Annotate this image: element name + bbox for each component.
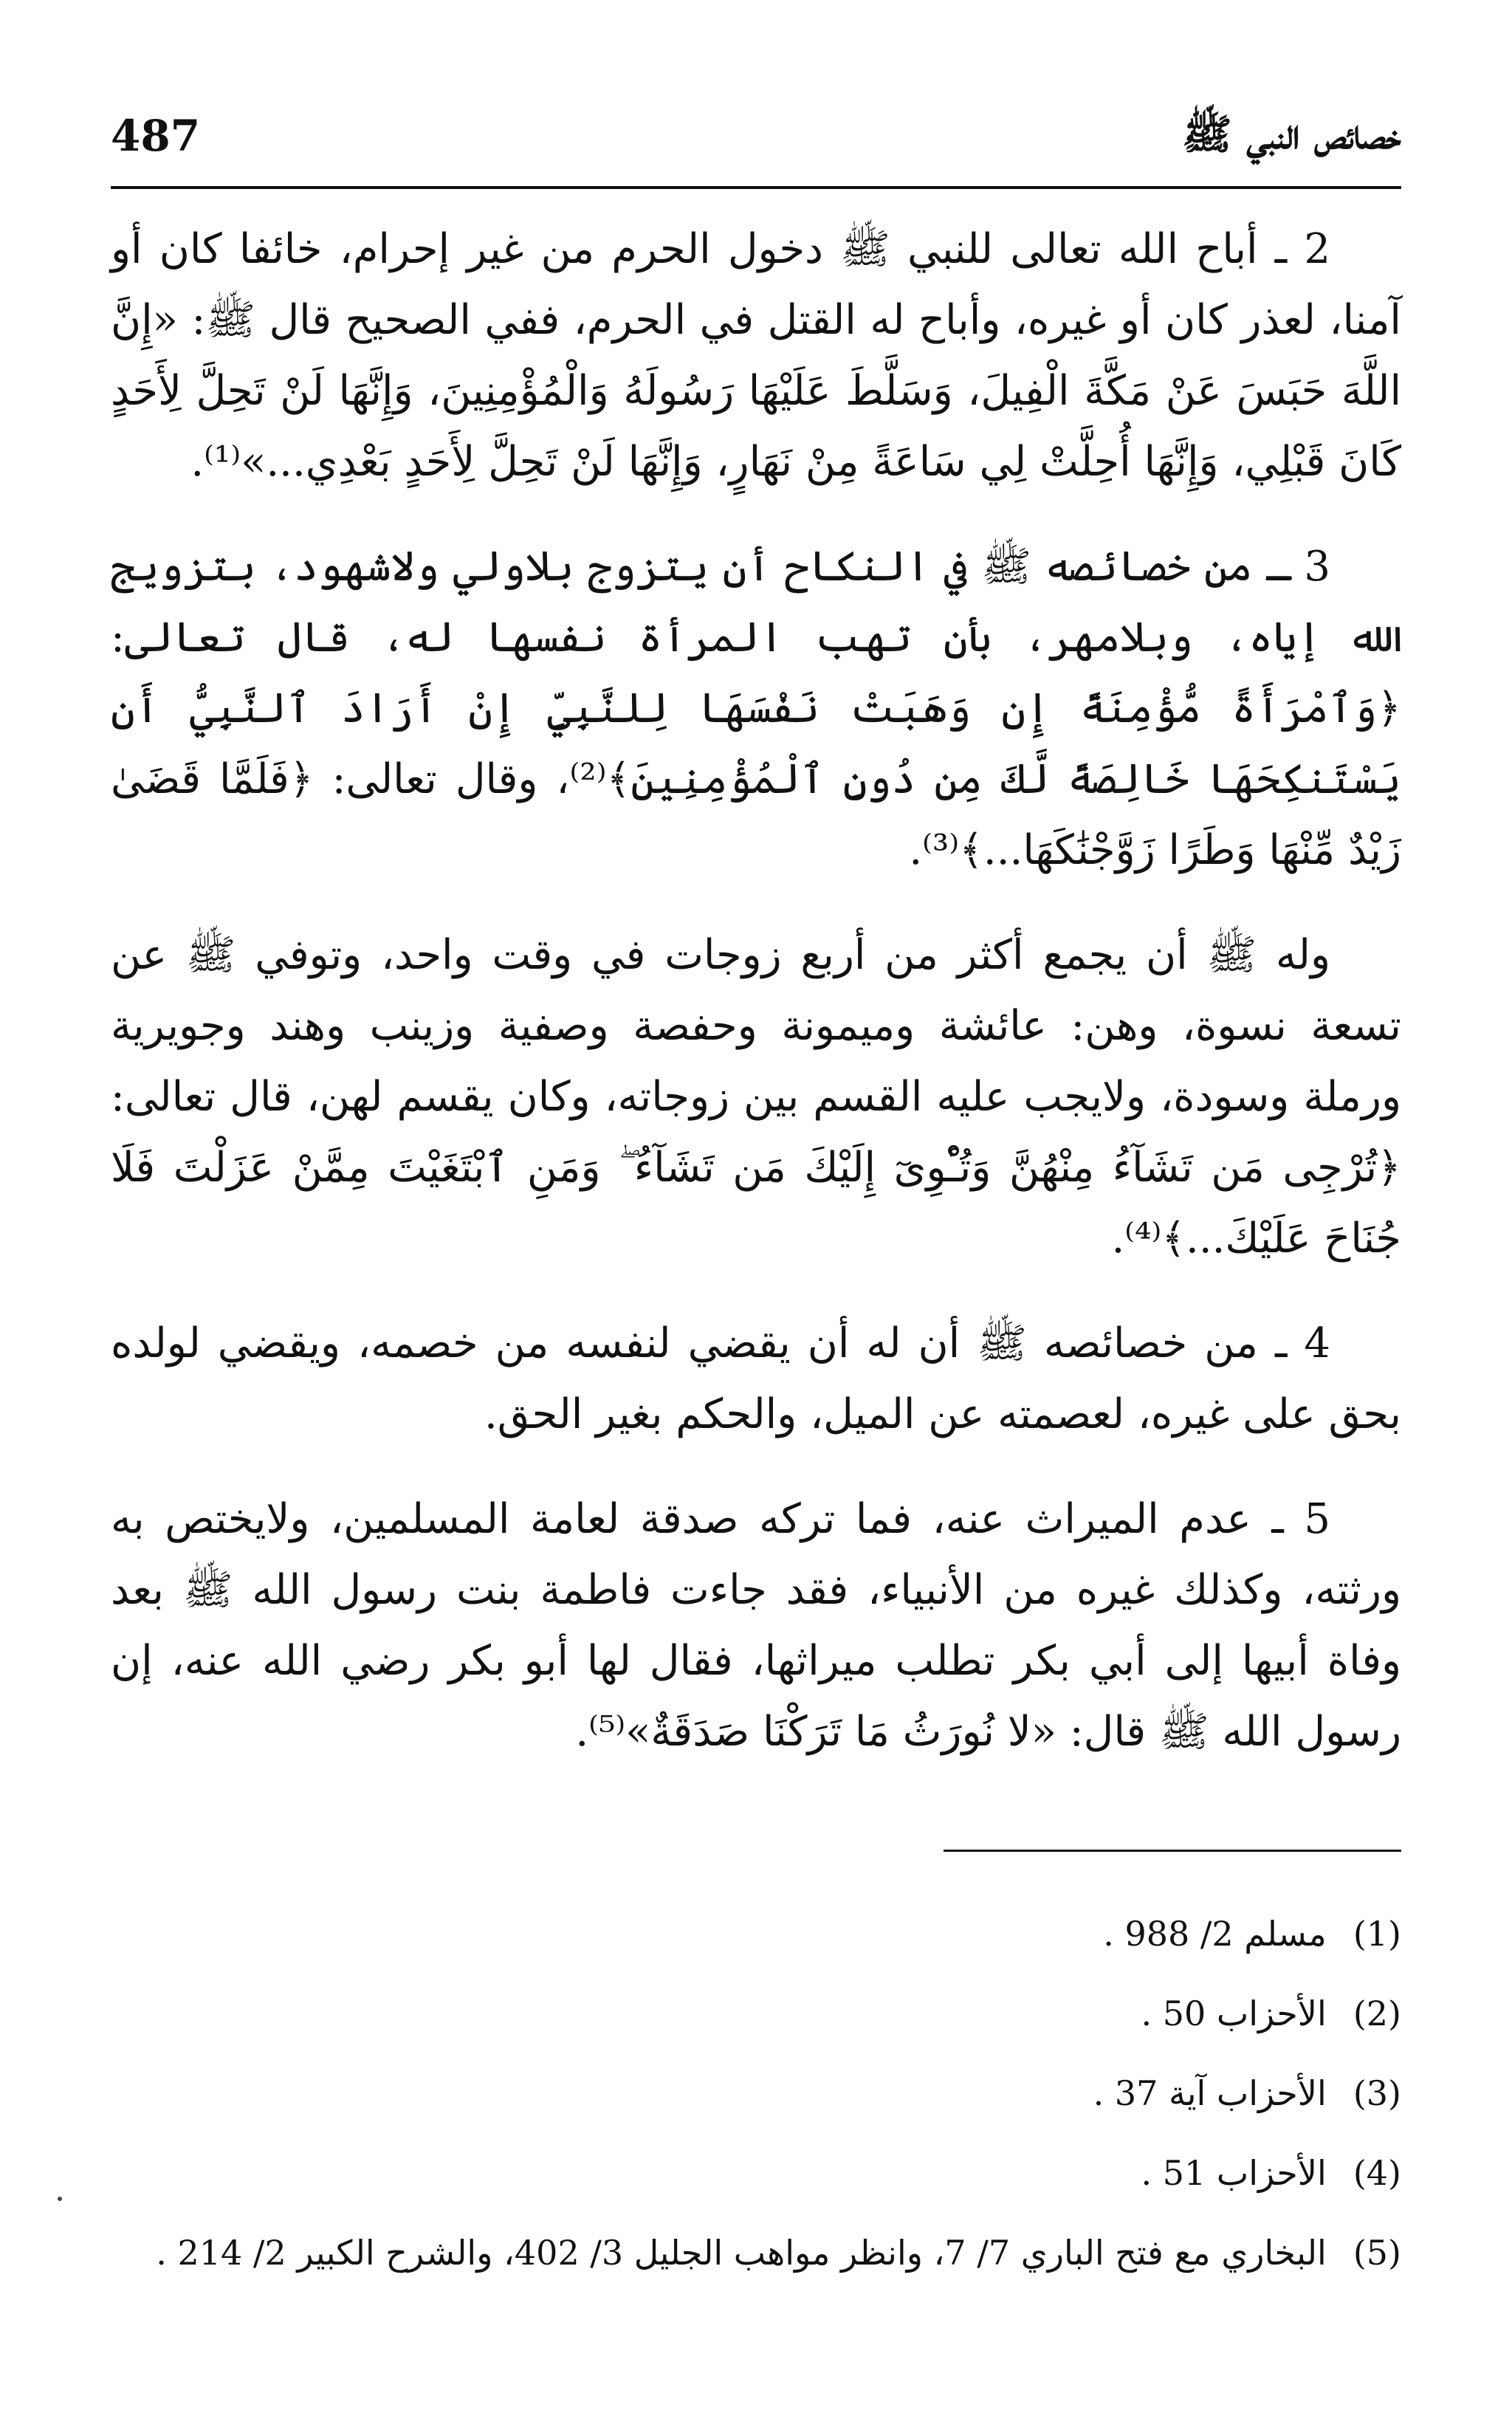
running-title: خصائص النبي ﷺ — [1182, 110, 1401, 159]
paragraph-text: 3 ـ من خصائصه ﷺ في النكاح أن يتزوج بلاولي ولاشهود، بتزويج الله إياه، وبلامهر، بأن تهب المرأة نفسها له، قال تعالى: ﴿وَٱمْرَأَةً مُّؤْمِنَةً إِن وَهَبَتْ نَفْسَهَا لِلنَّبِيِّ إِنْ أَرَادَ ٱلنَّبِيُّ أَن يَسْتَنكِحَهَا خَالِصَةً لَّكَ مِن دُونِ ٱلْمُؤْمِنِينَ﴾⁽²⁾، وقال تعالى: ﴿فَلَمَّا قَضَىٰ زَيْدٌ مِّنْهَا وَطَرًا زَوَّجْنَٰكَهَا...﴾⁽³⁾. — [111, 543, 1401, 874]
margin-dot — [58, 2197, 62, 2201]
footnote-3 — [111, 2053, 1401, 2133]
footnote-number: (4) — [1353, 2153, 1401, 2193]
footnote-number: (1) — [1353, 1914, 1401, 1954]
page-number: 487 — [111, 111, 201, 161]
footnote-number: (5) — [1353, 2233, 1401, 2273]
header-rule — [111, 186, 1401, 189]
paragraph-2 — [111, 214, 1401, 498]
footnote-rule — [944, 1850, 1401, 1852]
paragraph-5 — [111, 1484, 1401, 1768]
footnote-number: (3) — [1353, 2073, 1401, 2113]
footnote-5 — [111, 2213, 1401, 2293]
paragraph-text: 5 ـ عدم الميراث عنه، فما تركه صدقة لعامة المسلمين، ولايختص به ورثته، وكذلك غيره من الأنبياء، فقد جاءت فاطمة بنت رسول الله ﷺ بعد وفاة أبيها إلى أبي بكر تطلب ميراثها، فقال لها أبو بكر رضي الله عنه، إن رسول الله ﷺ قال: «لا نُورَثُ مَا تَرَكْنَا صَدَقَةٌ»⁽⁵⁾. — [111, 1495, 1402, 1756]
footnote-text: الأحزاب آية 37 . — [1093, 2073, 1327, 2113]
footnote-text: البخاري مع فتح الباري 7/ 7، وانظر مواهب الجليل 3/ 402، والشرح الكبير 2/ 214 . — [156, 2233, 1327, 2273]
body-text — [111, 214, 1401, 1802]
footnote-4 — [111, 2133, 1401, 2213]
paragraph-text: 2 ـ أباح الله تعالى للنبي ﷺ دخول الحرم من غير إحرام، خائفا كان أو آمنا، لعذر كان أو غيره، وأباح له القتل في الحرم، ففي الصحيح قال ﷺ: «إِنَّ اللَّهَ حَبَسَ عَنْ مَكَّةَ الْفِيلَ، وَسَلَّطَ عَلَيْهَا رَسُولَهُ وَالْمُؤْمِنِينَ، وَإِنَّهَا لَنْ تَحِلَّ لِأَحَدٍ كَانَ قَبْلِي، وَإِنَّهَا أُحِلَّتْ لِي سَاعَةً مِنْ نَهَارٍ، وَإِنَّهَا لَنْ تَحِلَّ لِأَحَدٍ بَعْدِي...»⁽¹⁾. — [111, 225, 1402, 486]
footnote-number: (2) — [1353, 1994, 1401, 2033]
paragraph-text: 4 ـ من خصائصه ﷺ أن له أن يقضي لنفسه من خصمه، ويقضي لولده بحق على غيره، لعصمته عن الميل، والحكم بغير الحق. — [111, 1319, 1401, 1438]
footnote-2 — [111, 1974, 1401, 2053]
footnote-text: مسلم 2/ 988 . — [1103, 1914, 1327, 1954]
paragraph-3-continued — [111, 920, 1401, 1274]
footnote-1 — [111, 1894, 1401, 1974]
paragraph-text: وله ﷺ أن يجمع أكثر من أربع زوجات في وقت واحد، وتوفي ﷺ عن تسعة نسوة، وهن: عائشة وميمونة وحفصة وصفية وزينب وهند وجويرية ورملة وسودة، ولايجب عليه القسم بين زوجاته، وكان يقسم لهن، قال تعالى: ﴿تُرْجِى مَن تَشَآءُ مِنْهُنَّ وَتُـْٔوِىٓ إِلَيْكَ مَن تَشَآءُ ۖ وَمَنِ ٱبْتَغَيْتَ مِمَّنْ عَزَلْتَ فَلَا جُنَاحَ عَلَيْكَ...﴾⁽⁴⁾. — [111, 931, 1401, 1263]
paragraph-4 — [111, 1308, 1401, 1450]
footnote-text: الأحزاب 51 . — [1141, 2153, 1327, 2193]
footnote-text: الأحزاب 50 . — [1141, 1994, 1327, 2033]
paragraph-3 — [111, 532, 1401, 886]
footnotes — [111, 1894, 1401, 2293]
